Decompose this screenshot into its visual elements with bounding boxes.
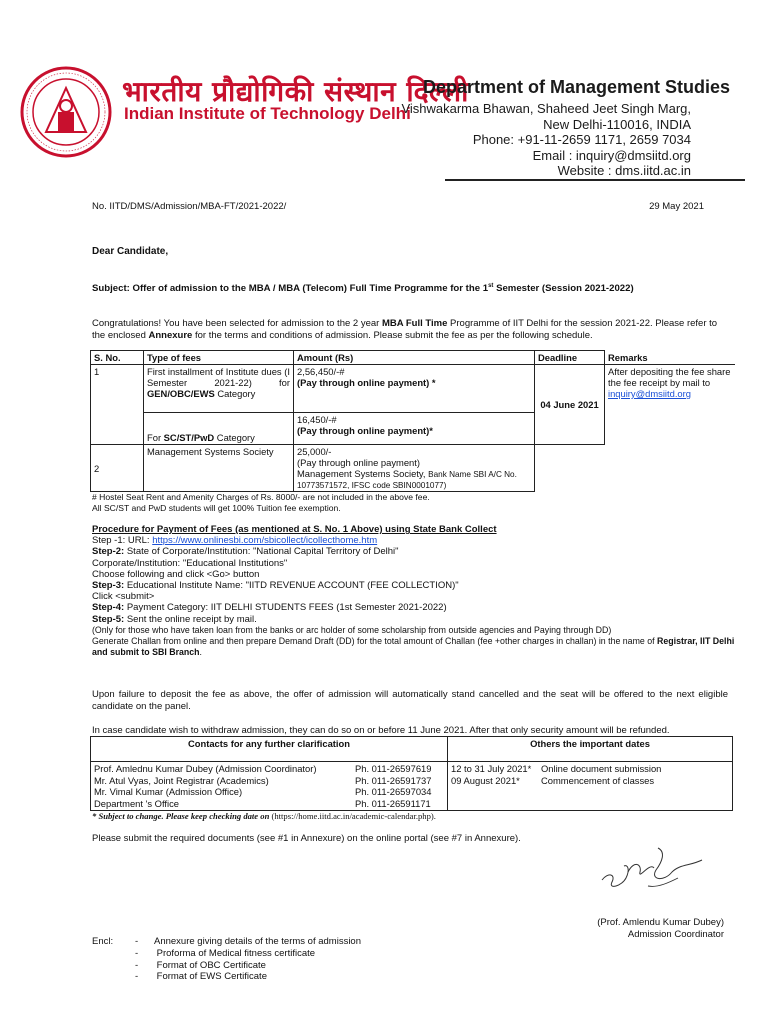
contacts-table (90, 736, 733, 811)
remarks-email-link[interactable]: inquiry@dmsiitd.org (608, 388, 691, 399)
cell-amount: 25,000/- (Pay through online payment) Management Systems Society, Bank Name SBI A/C No. 10773571572, IFSC code SBIN0001077) (294, 445, 535, 492)
subject-line: Subject: Offer of admission to the MBA / MBA (Telecom) Full Time Programme for the 1st Semester (Session 2021-2022) (92, 283, 634, 295)
important-dates: 12 to 31 July 2021* Online document submission 09 August 2021* Commencement of classes (448, 762, 733, 811)
procedure-title: Procedure for Payment of Fees (as mentioned at S. No. 1 Above) using State Bank Collect (92, 524, 497, 535)
congratulations-paragraph: Congratulations! You have been selected for admission to the 2 year MBA Full Time Programme of IIT Delhi for the session 2021-22. Please refer to the enclosed Annexure for the terms and conditions of admission. Please submit the fee as per the following schedule. (92, 318, 718, 341)
cell-deadline: 04 June 2021 (535, 365, 605, 445)
cell-remarks: After depositing the fee share the fee receipt by mail to inquiry@dmsiitd.org (608, 366, 731, 399)
iit-delhi-logo (20, 66, 112, 158)
dates-header: Others the important dates (448, 737, 733, 762)
signatory-name: (Prof. Amlendu Kumar Dubey) (597, 917, 724, 928)
website-line: Website : dms.iitd.ac.in (557, 163, 691, 178)
enclosure-label: Encl: (92, 936, 114, 947)
list-item: - Proforma of Medical fitness certificate (135, 947, 316, 959)
challan-instructions: Generate Challan from online and then prepare Demand Draft (DD) for the total amount of Challan (fee +other charges in challan) in the name of Registrar, IIT Delhi and submit to SBI Branch. (92, 636, 735, 658)
submit-documents-paragraph: Please submit the required documents (see #1 in Annexure) on the online portal (see #7 in Annexure). (92, 833, 521, 844)
institute-name: Indian Institute of Technology Delhi (124, 104, 411, 123)
col-type: Type of fees (144, 351, 294, 365)
withdraw-paragraph: In case candidate wish to withdraw admission, they can do so on or before 11 June 2021. After that only security amount will be refunded. (92, 725, 670, 736)
table-row (91, 762, 733, 811)
letter-date: 29 May 2021 (649, 201, 704, 212)
cell-sno: 2 (91, 445, 144, 492)
col-deadline: Deadline (535, 351, 605, 365)
table-row (91, 445, 736, 492)
academic-calendar-link[interactable]: (https://home.iitd.ac.in/academic-calendar.php) (271, 811, 434, 821)
list-item: - Annexure giving details of the terms of admission (135, 936, 361, 947)
col-amount: Amount (Rs) (294, 351, 535, 365)
email-line: Email : inquiry@dmsiitd.org (532, 147, 691, 163)
department-address (401, 101, 691, 179)
payment-procedure: Procedure for Payment of Fees (as mentioned at S. No. 1 Above) using State Bank Collect Step -1: URL: https://www.onlinesbi.com/sbicollect/icollecthome.htm Step-2: State of Corporate/Institution: "National Capital Territory of Delhi" Corporate/Institution: "Educational Institutions" Choose following and click <Go> button Step-3: Educational Institute Name: "IITD REVENUE ACCOUNT (FEE COLLECTION)" Click <submit> Step-4: Payment Category: IIT DELHI STUDENTS FEES (1st Semester 2021-2022) Step-5: Sent the online receipt by mail. (Only for those who have taken loan from the banks or arc holder of some scholarship from outside agencies and Paying through DD) Generate Challan from online and then prepare Demand Draft (DD) for the total amount of Challan (fee +other charges in challan) in the name of Registrar, IIT Delhi and submit to SBI Branch. (92, 524, 742, 658)
cell-sno-empty (91, 412, 144, 445)
phone-line: Phone: +91-11-2659 1171, 2659 7034 (472, 132, 691, 147)
address-line: Vishwakarma Bhawan, Shaheed Jeet Singh Marg, (401, 101, 691, 116)
list-item: - Format of OBC Certificate (135, 959, 266, 971)
loan-note: (Only for those who have taken loan from the banks or arc holder of some scholarship from outside agencies and Paying through DD) (92, 624, 612, 635)
col-sno: S. No. (91, 351, 144, 365)
sbi-collect-link[interactable]: https://www.onlinesbi.com/sbicollect/icollecthome.htm (152, 535, 378, 547)
calendar-note: * Subject to change. Please keep checking date on (https://home.iitd.ac.in/academic-calendar.php). (92, 811, 436, 821)
cell-type: First installment of Institute dues (I Semester 2021-22) for GEN/OBC/EWS Category (144, 365, 294, 413)
table-header-row (91, 351, 736, 365)
hostel-footnote: # Hostel Seat Rent and Amenity Charges of Rs. 8000/- are not included in the above fee. (92, 492, 430, 502)
signatory (597, 917, 724, 940)
cell-sno: 1 (91, 365, 144, 413)
cell-type: Management Systems Society (144, 445, 294, 492)
cell-amount: 2,56,450/-# (Pay through online payment) * (294, 365, 535, 413)
contacts-header: Contacts for any further clarification (91, 737, 448, 762)
signatory-title: Admission Coordinator (627, 928, 724, 940)
contact-phones: Ph. 011-26597619 Ph. 011-26591737 Ph. 011-26597034 Ph. 011-26591171 (352, 762, 448, 811)
fees-table (90, 350, 735, 492)
contact-names: Prof. Amlednu Kumar Dubey (Admission Coordinator) Mr. Atul Vyas, Joint Registrar (Academics) Mr. Vimal Kumar (Admission Office) Department 's Office (91, 762, 353, 811)
table-header-row (91, 737, 733, 762)
cell-deadline-empty (535, 445, 605, 492)
exemption-footnote: All SC/ST and PwD students will get 100% Tuition fee exemption. (92, 503, 341, 513)
col-remarks: Remarks (605, 351, 736, 365)
salutation: Dear Candidate, (92, 246, 169, 257)
cell-type: For SC/ST/PwD Category (144, 412, 294, 445)
department-name: Department of Management Studies (422, 77, 730, 97)
institute-name-hindi: भारतीय प्रौद्योगिकी संस्थान दिल्ली (122, 75, 469, 108)
address-line: New Delhi-110016, INDIA (543, 116, 691, 132)
table-row (91, 365, 736, 413)
enclosure-list (135, 936, 361, 983)
handwritten-signature (598, 842, 708, 898)
cell-amount: 16,450/-# (Pay through online payment)* (294, 412, 535, 445)
reference-number: No. IITD/DMS/Admission/MBA-FT/2021-2022/ (92, 201, 287, 212)
list-item: - Format of EWS Certificate (135, 971, 267, 983)
header-divider (445, 179, 745, 181)
cell-remarks-empty (605, 445, 736, 492)
failure-paragraph: Upon failure to deposit the fee as above, the offer of admission will automatically stand cancelled and the seat will be offered to the next eligible candidate on the panel. (92, 689, 728, 712)
